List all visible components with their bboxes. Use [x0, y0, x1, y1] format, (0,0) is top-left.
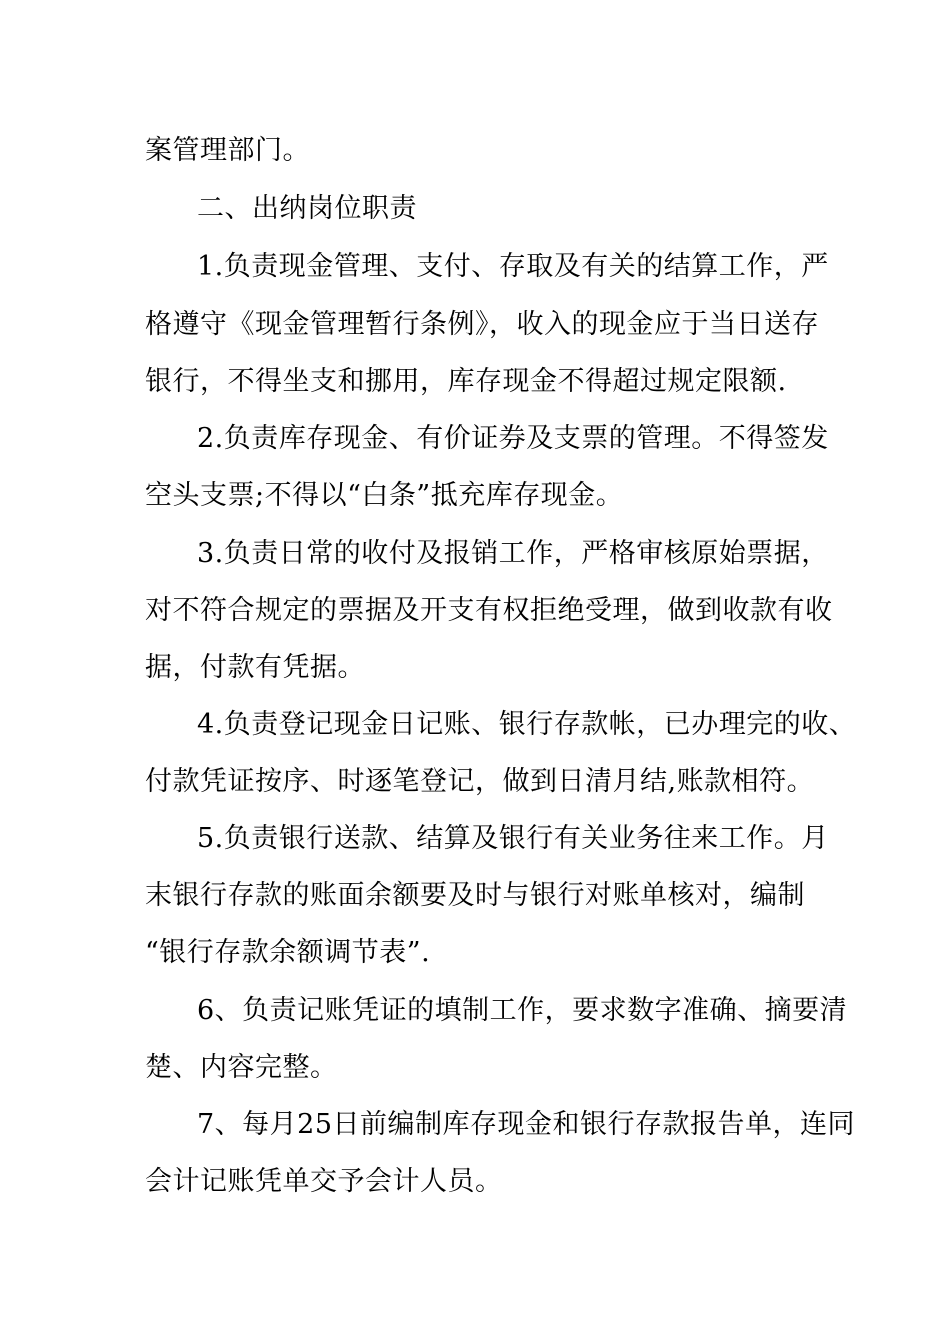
text-line-8: 3.负责日常的收付及报销工作，严格审核原始票据， [197, 538, 829, 569]
text-line-11: 4.负责登记现金日记账、银行存款帐，已办理完的收、 [197, 709, 857, 740]
text-line-10: 据，付款有凭据。 [145, 652, 365, 683]
text-line-9: 对不符合规定的票据及开支有权拒绝受理，做到收款有收 [145, 595, 833, 626]
section-heading: 二、出纳岗位职责 [197, 193, 417, 224]
text-line-14: 末银行存款的账面余额要及时与银行对账单核对，编制 [145, 880, 805, 911]
text-line-16: 6、负责记账凭证的填制工作，要求数字准确、摘要清 [197, 995, 848, 1026]
text-line-12: 付款凭证按序、时逐笔登记，做到日清月结,账款相符。 [145, 766, 815, 797]
text-line-3: 1.负责现金管理、支付、存取及有关的结算工作，严 [197, 251, 829, 282]
text-line-17: 楚、内容完整。 [145, 1052, 338, 1083]
text-line-1: 案管理部门。 [145, 135, 310, 166]
text-line-15: “银行存款余额调节表”. [145, 937, 431, 968]
text-line-5: 银行，不得坐支和挪用，库存现金不得超过规定限额. [145, 366, 787, 397]
text-line-19: 会计记账凭单交予会计人员。 [145, 1166, 503, 1197]
text-line-6: 2.负责库存现金、有价证券及支票的管理。不得签发 [197, 423, 829, 454]
text-line-18: 7、每月25日前编制库存现金和银行存款报告单，连同 [197, 1109, 856, 1140]
text-line-7: 空头支票;不得以“白条”抵充库存现金。 [145, 480, 624, 511]
text-line-4: 格遵守《现金管理暂行条例》，收入的现金应于当日送存 [145, 309, 819, 340]
text-line-13: 5.负责银行送款、结算及银行有关业务往来工作。月 [197, 823, 829, 854]
